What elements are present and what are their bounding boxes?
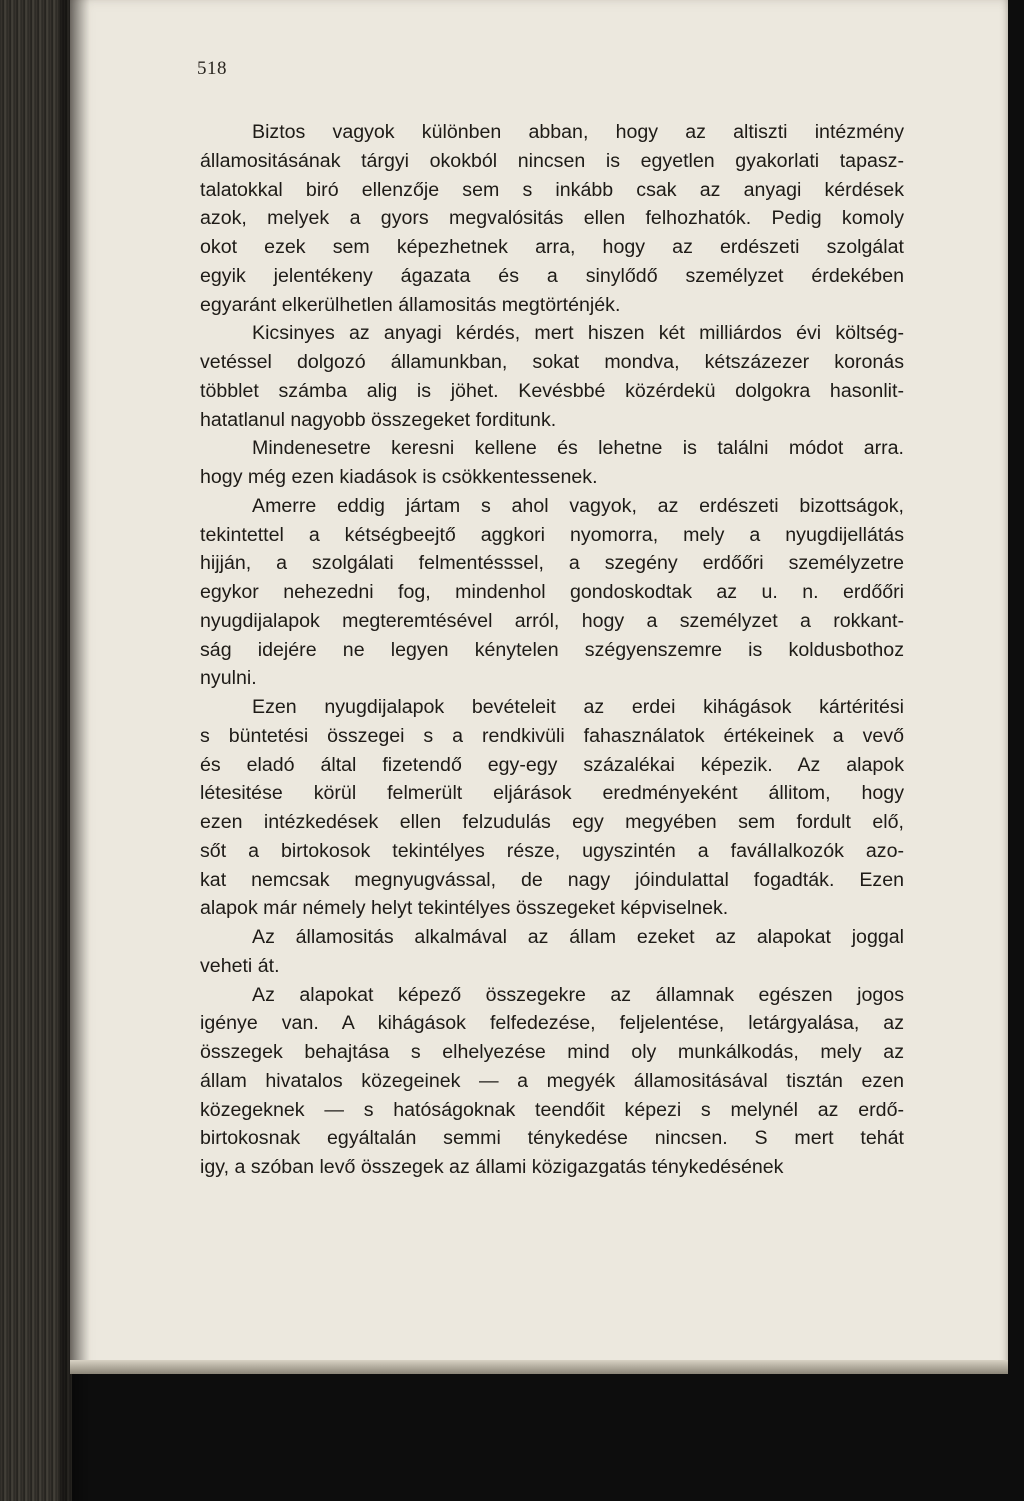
text-line: alapok már némely helyt tekintélyes összegeket képviselnek. xyxy=(200,897,729,920)
text-line: s büntetési összegei s a rendkivüli fahasználatok értékeinek a vevő xyxy=(200,724,904,747)
text-line: létesitése körül felmerült eljárások eredményeként állitom, hogy xyxy=(200,782,904,805)
text-line: nyulni. xyxy=(200,667,257,690)
gutter-shadow xyxy=(60,0,90,1501)
paragraph xyxy=(200,118,904,319)
paragraph xyxy=(200,492,904,693)
text-line: talatokkal biró ellenzője sem s inkább csak az anyagi kérdések xyxy=(200,178,904,201)
paragraph xyxy=(200,434,904,492)
text-line: egyaránt elkerülhetlen államositás megtörténjék. xyxy=(200,293,621,316)
text-line: azok, melyek a gyors megvalósitás ellen felhozhatók. Pedig komoly xyxy=(200,207,904,230)
text-line: hogy még ezen kiadások is csökkentessenek. xyxy=(200,466,598,488)
text-line: Biztos vagyok különben abban, hogy az altiszti intézmény xyxy=(252,121,904,143)
text-line: veheti át. xyxy=(200,954,280,977)
page-number: 518 xyxy=(197,58,227,79)
text-line: nyugdijalapok megteremtésével arról, hogy a személyzet a rokkant- xyxy=(200,609,904,632)
text-line: Az alapokat képező összegekre az államnak egészen jogos xyxy=(252,983,904,1006)
body-text xyxy=(200,118,904,1182)
text-line: hijján, a szolgálati felmentésssel, a szegény erdőőri személyzetre xyxy=(200,552,904,575)
text-line: állam hivatalos közegeinek — a megyék államositásával tisztán ezen xyxy=(200,1069,904,1092)
text-line: vetéssel dolgozó államunkban, sokat mondva, kétszázezer koronás xyxy=(200,351,904,373)
paragraph xyxy=(200,693,904,923)
text-line: egykor nehezedni fog, mindenhol gondoskodtak az u. n. erdőőri xyxy=(200,581,904,603)
page-bottom-edge xyxy=(70,1360,1008,1374)
text-line: ezen intézkedések ellen felzudulás egy megyében sem fordult elő, xyxy=(200,811,904,833)
text-line: összegek behajtása s elhelyezése mind oly munkálkodás, mely az xyxy=(200,1041,904,1063)
paragraph xyxy=(200,981,904,1182)
paragraph xyxy=(200,923,904,981)
text-line: államositásának tárgyi okokból nincsen is egyetlen gyakorlati tapasz- xyxy=(200,149,904,172)
text-line: kat nemcsak megnyugvással, de nagy jóindulattal fogadták. Ezen xyxy=(200,868,904,891)
text-line: Az államositás alkalmával az állam ezeket az alapokat joggal xyxy=(252,926,904,948)
text-line: Kicsinyes az anyagi kérdés, mert hiszen két milliárdos évi költség- xyxy=(252,322,904,345)
text-line: és eladó által fizetendő egy-egy százalékai képezik. Az alapok xyxy=(200,753,904,776)
paragraph xyxy=(200,319,904,434)
text-line: tekintettel a kétségbeejtő aggkori nyomorra, mely a nyugdijellátás xyxy=(200,523,904,546)
text-line: közegeknek — s hatóságoknak teendőit képezi s melynél az erdő- xyxy=(200,1098,904,1121)
text-line: okot ezek sem képezhetnek arra, hogy az erdészeti szolgálat xyxy=(200,236,904,258)
text-line: igénye van. A kihágások felfedezése, feljelentése, letárgyalása, az xyxy=(200,1012,904,1035)
text-line: sőt a birtokosok tekintélyes része, ugyszintén a faválIalkozók azo- xyxy=(200,839,904,862)
text-line: Ezen nyugdijalapok bevételeit az erdei kihágások kártéritési xyxy=(252,696,904,718)
text-line: Amerre eddig jártam s ahol vagyok, az erdészeti bizottságok, xyxy=(252,494,904,517)
text-line: ság idejére ne legyen kénytelen szégyenszemre is koldusbothoz xyxy=(200,638,904,661)
text-line: birtokosnak egyáltalán semmi ténykedése nincsen. S mert tehát xyxy=(200,1127,904,1150)
text-line: hatatlanul nagyobb összegeket forditunk. xyxy=(200,408,557,431)
text-line: többlet számba alig is jöhet. Kevésbbé közérdekü dolgokra hasonlit- xyxy=(200,379,904,402)
text-line: igy, a szóban levő összegek az állami közigazgatás ténykedésének xyxy=(200,1156,784,1178)
text-line: Mindenesetre keresni kellene és lehetne is találni módot arra. xyxy=(252,437,904,460)
text-line: egyik jelentékeny ágazata és a sinylődő személyzet érdekében xyxy=(200,264,904,287)
